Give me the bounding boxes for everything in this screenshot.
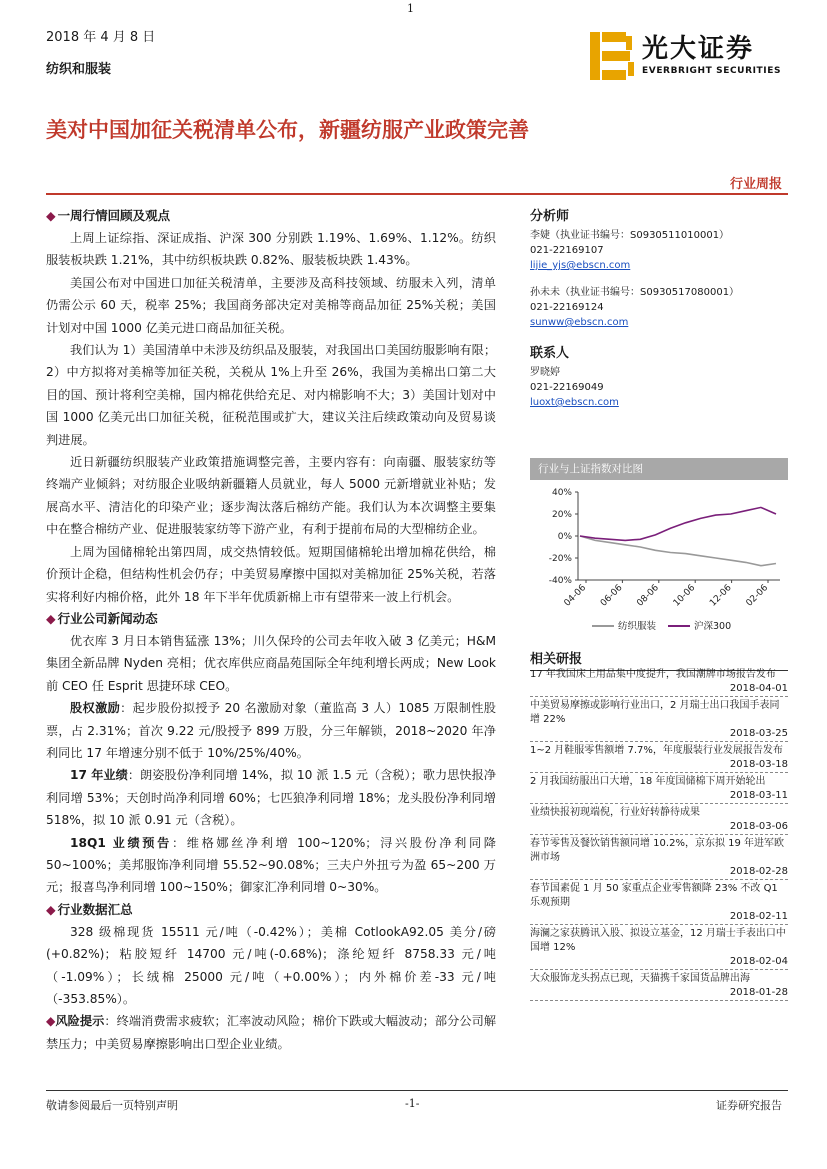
paragraph-text: ：终端消费需求疲软；汇率波动风险；棉价下跌或大幅波动；部分公司解禁压力；中美贸易摩擦影响出口型企业业绩。	[46, 1014, 497, 1051]
everbright-logo-icon	[590, 30, 634, 82]
analyst-name: 孙未未	[530, 287, 560, 298]
analyst-phone: 021-22169124	[530, 302, 604, 313]
related-report-item[interactable]	[530, 837, 788, 880]
related-report-item[interactable]	[530, 972, 788, 1001]
paragraph: 上周为国储棉轮出第四周，成交热情较低。短期国储棉轮出增加棉花供给，棉价预计企稳，但结构性机会仍存；中美贸易摩擦中国拟对美棉加征 25%关税，若落实将利好内棉价格，此外 18 年下半年优质新棉上市有望带来一波上行机会。	[46, 544, 496, 604]
company-logo	[590, 30, 790, 86]
analyst-email-link[interactable]: lijie_yjs@ebscn.com	[530, 260, 631, 271]
paragraph-lead: 17 年业绩	[70, 768, 128, 783]
analyst-phone: 021-22169107	[530, 245, 604, 256]
analyst-cert: （执业证书编号：S0930517080001）	[560, 287, 740, 298]
related-report-title: 中美贸易摩擦或影响行业出口，2 月瑞士出口我国手表同增 22%	[530, 700, 780, 725]
paragraph-lead: 股权激励	[70, 701, 121, 716]
related-report-item[interactable]	[530, 699, 788, 742]
paragraph: 上周上证综指、深证成指、沪深 300 分别跌 1.19%、1.69%、1.12%。纺织服装板块跌 1.21%，其中纺织板块跌 0.82%、服装板块跌 1.43%。	[46, 231, 496, 268]
paragraph	[46, 832, 496, 899]
y-tick-label: 0%	[557, 532, 572, 542]
related-report-date: 2018-03-18	[530, 758, 788, 773]
related-report-date: 2018-03-11	[530, 789, 788, 804]
paragraph-text: ：维格娜丝净利增 100~120%；浔兴股份净利同降 50~100%；美邦服饰净利同增 55.52~90.08%；三夫户外扭亏为盈 65~200 万元；报喜鸟净利同增 100~150%；御家汇净利同增 0~30%。	[46, 835, 496, 895]
related-report-item[interactable]	[530, 806, 788, 835]
paragraph	[46, 764, 496, 831]
section-heading	[46, 608, 496, 630]
contact-email-link[interactable]: luoxt@ebscn.com	[530, 397, 619, 408]
x-tick-label: 12-06	[708, 583, 734, 609]
y-tick-label: -20%	[548, 554, 572, 564]
series-line-1	[580, 507, 776, 540]
related-report-date: 2018-02-11	[530, 910, 788, 925]
section-title: 行业公司新闻动态	[57, 610, 158, 626]
y-tick-label: -40%	[548, 576, 572, 586]
related-reports-heading: 相关研报	[530, 648, 788, 671]
analyst-heading: 分析师	[530, 209, 570, 224]
related-report-title: 春节零售及餐饮销售额同增 10.2%，京东拟 19 年进军欧洲市场	[530, 838, 785, 863]
paragraph: 328 级棉现货 15511 元/吨（-0.42%）；美棉 CotlookA92.05 美分/磅(+0.82%)；粘胶短纤 14700 元/吨(-0.68%)；涤纶短纤 8758.33 元/吨（-1.09%）；长绒棉 25000 元/吨（+0.00%）；内外棉价差-33 元/吨（-353.85%）。	[46, 924, 496, 1006]
contact-heading: 联系人	[530, 346, 570, 361]
x-tick-label: 04-06	[562, 583, 589, 609]
contact-phone: 021-22169049	[530, 382, 604, 393]
analyst-2	[530, 285, 788, 300]
related-report-date: 2018-02-04	[530, 955, 788, 970]
related-report-item[interactable]	[530, 775, 788, 804]
footer-divider	[46, 1090, 788, 1091]
footer-page-number: -1-	[405, 1097, 420, 1110]
comparison-chart	[530, 458, 788, 640]
analyst-1	[530, 228, 788, 243]
related-report-item[interactable]	[530, 668, 788, 697]
related-report-title: 大众服饰龙头拐点已现，天猫携千家国货品牌出海	[530, 973, 750, 984]
x-tick-label: 06-06	[598, 583, 625, 609]
diamond-bullet-icon: ◆	[46, 1014, 56, 1029]
legend-label: 沪深300	[694, 621, 732, 632]
related-report-item[interactable]	[530, 882, 788, 925]
x-tick-label: 10-06	[671, 583, 698, 609]
report-title: 美对中国加征关税清单公布，新疆纺服产业政策完善	[46, 118, 529, 142]
related-report-date: 2018-03-06	[530, 820, 788, 835]
analyst-email-link[interactable]: sunww@ebscn.com	[530, 317, 629, 328]
related-report-date: 2018-04-01	[530, 682, 788, 697]
diamond-bullet-icon: ◆	[46, 208, 56, 223]
y-tick-label: 40%	[551, 488, 572, 498]
related-report-date: 2018-03-25	[530, 727, 788, 742]
paragraph: 我们认为 1）美国清单中未涉及纺织品及服装，对我国出口美国纺服影响有限；2）中方拟将对美棉等加征关税，关税从 1%上升至 26%，我国为美棉出口第二大目的国、预计将利空美棉，国内棉花供给充足、对内棉影响不大；3）美国计划对中国 1000 亿美元出口加征关税，征税范围或扩大，建议关注后续政策动向及贸易谈判进展。	[46, 343, 497, 447]
paragraph-lead: 18Q1 业绩预告	[70, 835, 172, 850]
related-reports-list	[530, 668, 788, 1003]
diamond-bullet-icon: ◆	[46, 901, 56, 917]
related-report-item[interactable]	[530, 927, 788, 970]
logo-chinese-name: 光大证券	[642, 34, 755, 64]
paragraph: 近日新疆纺织服装产业政策措施调整完善，主要内容有：向南疆、服装家纺等终端产业倾斜；对纺服企业吸纳新疆籍人员就业，每人 5000 元新增就业补贴；发展高水平、清洁化的印染产业；逐步淘汰落后棉纺产能。我们认为本次调整主要集中在整合棉纺产业、促进服装家纺等下游产业，有利于提前布局的大型棉纺企业。	[46, 455, 496, 537]
section-heading	[46, 899, 496, 921]
contact-name: 罗晓婷	[530, 367, 560, 378]
related-report-title: 业绩快报初现端倪，行业好转静待成果	[530, 807, 700, 818]
x-tick-label: 02-06	[744, 583, 771, 609]
y-tick-label: 20%	[551, 510, 572, 520]
section-title: 行业数据汇总	[57, 901, 133, 917]
paragraph-text: ：起步股份拟授予 20 名激励对象（董监高 3 人）1085 万限制性股票，占 2.31%；首次 9.22 元/股授予 899 万股，分三年解锁，2018~2020 年净利同比 17 年增速分别不低于 10%/25%/40%。	[46, 701, 496, 760]
legend-label: 纺织服装	[618, 621, 657, 632]
related-report-title: 17 年我国床上用品集中度提升，我国潮牌市场报告发布	[530, 669, 776, 680]
paragraph-lead: 风险提示	[55, 1014, 105, 1029]
series-line-0	[580, 536, 776, 566]
analyst-name: 李婕	[530, 230, 550, 241]
chart-title: 行业与上证指数对比图	[530, 458, 788, 480]
analyst-cert: （执业证书编号：S0930511010001）	[550, 230, 730, 241]
paragraph-text: ：朗姿股份净利同增 14%，拟 10 派 1.5 元（含税）；歌力思快报净利同增 53%；天创时尚净利同增 60%；七匹狼净利同增 18%；龙头股份净利同增 518%，拟 10 派 0.91 元（含税）。	[46, 768, 497, 828]
section-heading	[46, 205, 496, 227]
report-type: 行业周报	[730, 177, 783, 192]
x-tick-label: 08-06	[635, 583, 661, 609]
chart-plot	[530, 480, 788, 640]
footer-disclaimer: 敬请参阅最后一页特别声明	[46, 1099, 178, 1112]
related-report-date: 2018-01-28	[530, 986, 788, 1001]
page-number-top: 1	[407, 2, 414, 15]
section-title: 一周行情回顾及观点	[57, 208, 171, 223]
industry-category: 纺织和服装	[46, 62, 112, 77]
paragraph: 优衣库 3 月日本销售猛涨 13%；川久保玲的公司去年收入破 3 亿美元；H&M 集团全新品牌 Nyden 亮相；优衣库供应商晶苑国际全年纯利增长两成；New Look 前 CEO 任 Esprit 思捷环球 CEO。	[46, 633, 496, 693]
paragraph: 美国公布对中国进口加征关税清单，主要涉及高科技领域、纺服未入列，清单仍需公示 60 天，税率 25%；我国商务部决定对美棉等商品加征 25%关税；美国计划对中国 1000 亿美元进口商品加征关税。	[46, 275, 496, 335]
related-report-date: 2018-02-28	[530, 865, 788, 880]
related-report-title: 春节国素促 1 月 50 家重点企业零售额降 23% 不改 Q1 乐观预期	[530, 883, 778, 908]
paragraph	[46, 697, 496, 764]
risk-paragraph	[46, 1010, 496, 1055]
analyst-panel	[530, 205, 788, 410]
related-report-title: 2 月我国纺服出口大增，18 年度国储棉下周开始轮出	[530, 776, 766, 787]
main-body	[46, 205, 496, 1055]
title-divider	[46, 193, 788, 195]
logo-english-name: EVERBRIGHT SECURITIES	[642, 66, 782, 76]
diamond-bullet-icon: ◆	[46, 610, 56, 626]
report-date: 2018 年 4 月 8 日	[46, 30, 156, 45]
related-report-title: 海澜之家获腾讯入股、拟设立基金，12 月瑞士手表出口中国增 12%	[530, 928, 786, 953]
related-report-title: 1~2 月鞋服零售额增 7.7%，年度服装行业发展报告发布	[530, 745, 783, 756]
footer-report-label: 证券研究报告	[716, 1099, 782, 1112]
related-report-item[interactable]	[530, 744, 788, 773]
